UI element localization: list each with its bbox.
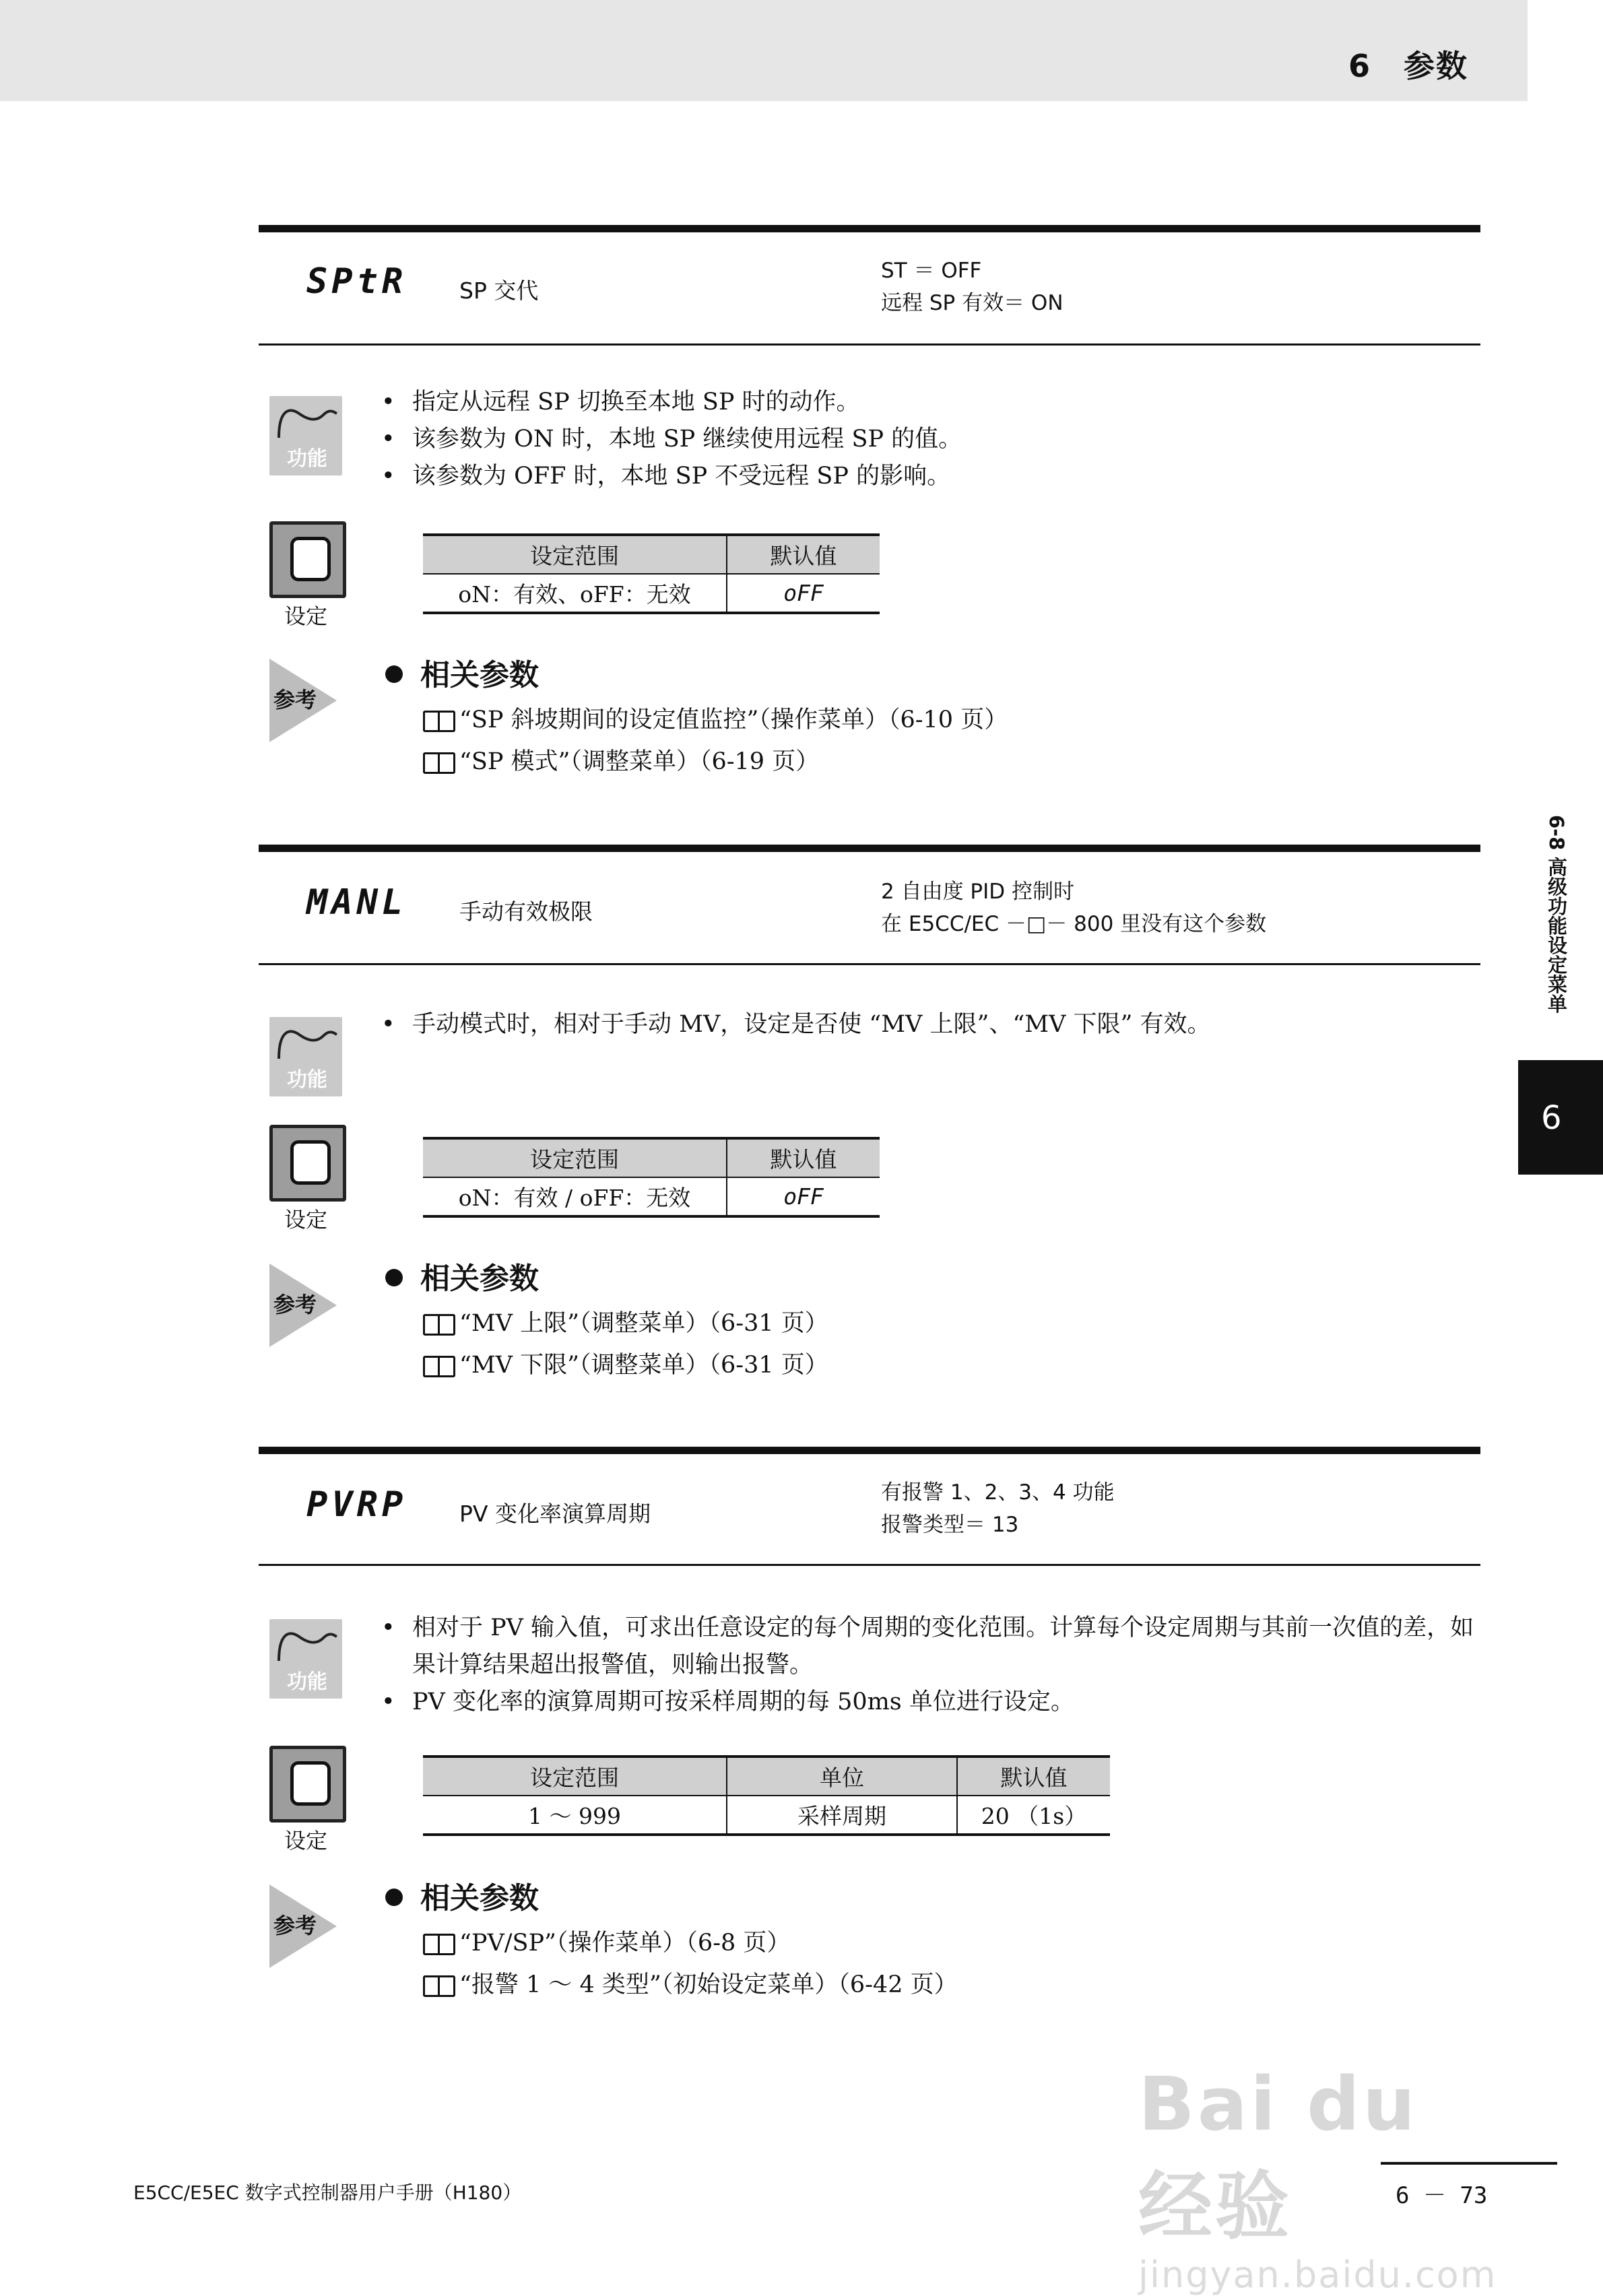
table-header: 设定范围 <box>423 1757 727 1796</box>
reference-icon <box>269 1264 349 1351</box>
section-rule-top <box>259 1447 1480 1454</box>
chapter-tab-number: 6 <box>1541 1099 1562 1137</box>
related-link[interactable]: “PV/SP”（操作菜单）（6-8 页） <box>423 1922 958 1964</box>
function-icon <box>269 1017 349 1096</box>
setting-table <box>423 1755 1110 1836</box>
function-description <box>381 1610 1486 1721</box>
function-icon-label: 功能 <box>287 447 327 471</box>
setting-table <box>423 1137 880 1218</box>
table-header: 默认值 <box>957 1757 1110 1796</box>
setting-icon-label: 设定 <box>284 1828 328 1854</box>
condition-line: 远程 SP 有效＝ ON <box>881 291 1064 315</box>
setting-icon-label: 设定 <box>284 1207 328 1233</box>
related-link[interactable]: “MV 下限”（调整菜单）（6-31 页） <box>423 1344 828 1386</box>
watermark-main: Bai du 经验 <box>1138 2061 1418 2250</box>
bullet-item: • 该参数为 OFF 时，本地 SP 不受远程 SP 的影响。 <box>381 458 1486 495</box>
function-icon-label: 功能 <box>287 1670 327 1694</box>
related-params-heading: 相关参数 <box>385 651 539 694</box>
table-header: 默认值 <box>727 1138 880 1177</box>
related-link[interactable]: “MV 上限”（调整菜单）（6-31 页） <box>423 1303 828 1344</box>
bullet-dot-icon <box>385 1889 403 1906</box>
page-number: 6 － 73 <box>1396 2182 1488 2209</box>
table-cell: oFF <box>727 1177 880 1216</box>
function-description <box>381 1006 1486 1043</box>
footer-rule <box>1381 2162 1557 2165</box>
table-cell: 20 （1s） <box>957 1796 1110 1835</box>
reference-icon <box>269 1884 349 1972</box>
reference-icon-label: 参考 <box>273 687 317 713</box>
book-icon <box>423 1975 455 1997</box>
chapter-tab <box>1518 1060 1603 1175</box>
footer-manual-title: E5CC/E5EC 数字式控制器用户手册（H180） <box>133 2182 522 2204</box>
table-header: 单位 <box>727 1757 957 1796</box>
related-params-list <box>423 1922 958 2006</box>
baidu-watermark <box>1138 2061 1515 2296</box>
param-name: SP 交代 <box>459 277 539 304</box>
bullet-item: • 手动模式时，相对于手动 MV，设定是否使 “MV 上限”、“MV 下限” 有效。 <box>381 1006 1486 1043</box>
param-name: 手动有效极限 <box>459 898 593 925</box>
reference-icon-label: 参考 <box>273 1292 317 1317</box>
related-link[interactable]: “SP 模式”（调整菜单）（6-19 页） <box>423 741 1008 783</box>
param-code: SPtR <box>306 261 407 302</box>
condition-line: 2 自由度 PID 控制时 <box>881 880 1074 904</box>
related-params-list <box>423 1303 828 1386</box>
related-link[interactable]: “报警 1 ～ 4 类型”（初始设定菜单）（6-42 页） <box>423 1964 958 2006</box>
related-params-heading: 相关参数 <box>385 1254 539 1297</box>
book-icon <box>423 1356 455 1377</box>
function-icon <box>269 396 349 475</box>
bullet-dot-icon <box>385 665 403 683</box>
bullet-dot-icon <box>385 1269 403 1286</box>
setting-icon <box>269 1125 349 1234</box>
setting-icon <box>269 1746 349 1855</box>
param-code: MANL <box>306 882 407 923</box>
book-icon <box>423 1314 455 1336</box>
watermark-url: jingyan.baidu.com <box>1138 2254 1497 2296</box>
reference-icon <box>269 659 349 746</box>
table-cell: oN：有效、oFF：无效 <box>423 574 727 613</box>
param-name: PV 变化率演算周期 <box>459 1501 651 1527</box>
bullet-item: • PV 变化率的演算周期可按采样周期的每 50ms 单位进行设定。 <box>381 1684 1486 1721</box>
param-conditions <box>881 876 1266 940</box>
table-cell: 1 ～ 999 <box>423 1796 727 1835</box>
function-description <box>381 384 1486 495</box>
condition-line: 有报警 1、2、3、4 功能 <box>881 1480 1115 1505</box>
table-header: 设定范围 <box>423 1138 727 1177</box>
condition-line: ST ＝ OFF <box>881 259 982 283</box>
book-icon <box>423 752 455 774</box>
section-rule-top <box>259 845 1480 852</box>
bullet-item: • 该参数为 ON 时，本地 SP 继续使用远程 SP 的值。 <box>381 421 1486 458</box>
table-cell: oFF <box>727 574 880 613</box>
function-icon <box>269 1619 349 1699</box>
related-link[interactable]: “SP 斜坡期间的设定值监控”（操作菜单）（6-10 页） <box>423 699 1008 741</box>
param-code: PVRP <box>306 1484 407 1525</box>
related-params-heading: 相关参数 <box>385 1874 539 1917</box>
related-params-list <box>423 699 1008 783</box>
book-icon <box>423 711 455 732</box>
table-cell: oN：有效 / oFF：无效 <box>423 1177 727 1216</box>
book-icon <box>423 1934 455 1955</box>
function-icon-label: 功能 <box>287 1068 327 1092</box>
side-section-label: 6-8 高级功能设定菜单 <box>1545 815 1568 1014</box>
bullet-item: • 相对于 PV 输入值，可求出任意设定的每个周期的变化范围。计算每个设定周期与其前一次值的差，如果计算结果超出报警值，则输出报警。 <box>381 1610 1486 1684</box>
table-cell: 采样周期 <box>727 1796 957 1835</box>
section-rule-top <box>259 225 1480 232</box>
param-conditions <box>881 255 1064 319</box>
table-header: 设定范围 <box>423 535 727 574</box>
setting-icon-label: 设定 <box>284 603 328 629</box>
setting-table <box>423 533 880 614</box>
reference-icon-label: 参考 <box>273 1913 317 1938</box>
condition-line: 在 E5CC/EC －□－ 800 里没有这个参数 <box>881 912 1267 936</box>
bullet-item: • 指定从远程 SP 切换至本地 SP 时的动作。 <box>381 384 1486 421</box>
header-band <box>0 0 1528 101</box>
chapter-title: 6 参数 <box>1348 48 1468 84</box>
condition-line: 报警类型＝ 13 <box>881 1513 1019 1537</box>
section-rule-bottom <box>259 963 1480 965</box>
setting-icon <box>269 521 349 630</box>
section-rule-bottom <box>259 1564 1480 1566</box>
section-rule-bottom <box>259 343 1480 346</box>
param-conditions <box>881 1476 1115 1541</box>
table-header: 默认值 <box>727 535 880 574</box>
